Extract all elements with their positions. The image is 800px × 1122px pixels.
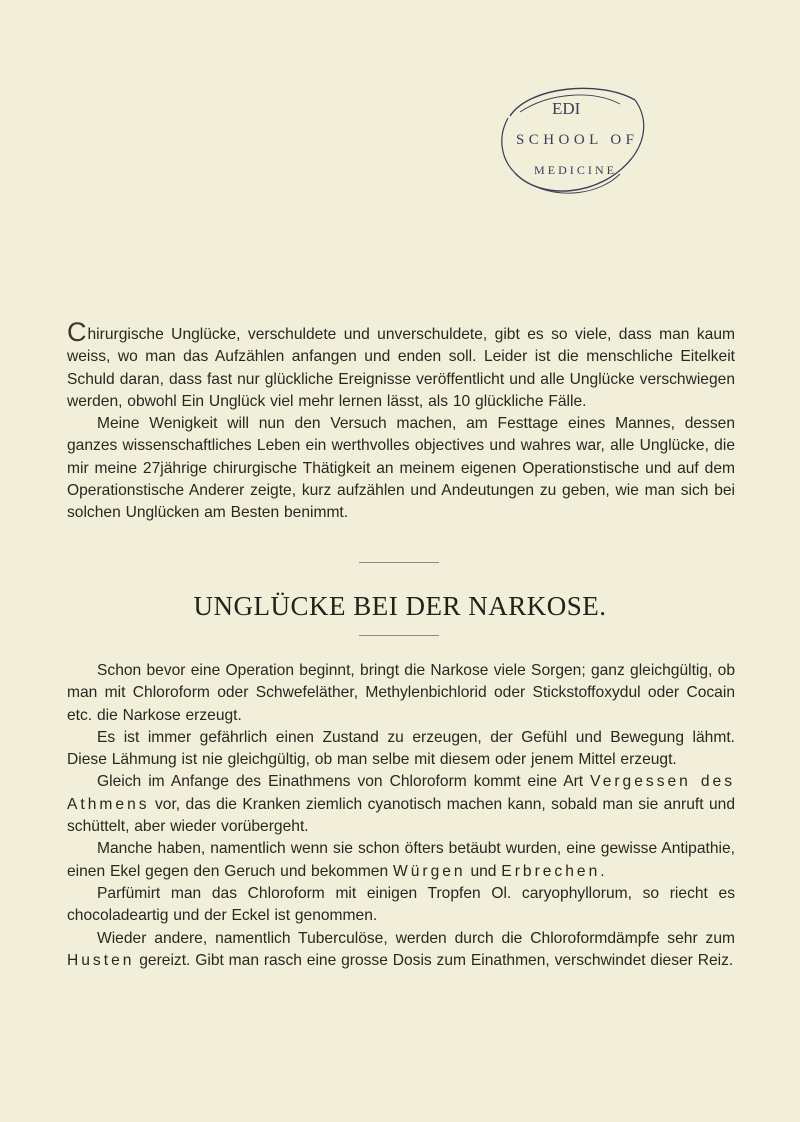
body-paragraph-3-part-b: vor, das die Kranken ziemlich cyanotisch machen kann, sobald man sie anruft und schüttelt, aber wieder vorübergeht. <box>67 795 735 836</box>
body-paragraph-2: Es ist immer gefährlich einen Zustand zu erzeugen, der Gefühl und Bewegung lähmt. Diese Lähmung ist nie gleichgültig, ob man selbe mit diesem oder jenem Mittel erzeugt. <box>67 728 735 769</box>
intro-section <box>67 317 735 525</box>
body-paragraph-6 <box>67 928 735 973</box>
intro-paragraph-1 <box>67 317 735 413</box>
spaced-term-erbrechen: Erbrechen <box>501 862 601 880</box>
drop-cap: C <box>67 317 87 347</box>
body-paragraph-4-part-b: und <box>465 862 502 880</box>
spaced-term-vergessen: Vergessen des Athmens <box>67 773 736 813</box>
body-paragraph-4-part-c: . <box>600 862 605 880</box>
body-paragraph-6-part-a: Wieder andere, namentlich Tuberculöse, werden durch die Chloroformdämpfe sehr zum <box>97 929 735 947</box>
section-heading: UNGLÜCKE BEI DER NARKOSE. <box>193 591 607 621</box>
spaced-term-husten: Husten <box>67 951 135 969</box>
body-paragraph-4 <box>67 838 735 883</box>
stamp-top-text: EDI <box>552 99 581 118</box>
divider-bottom <box>359 635 439 636</box>
library-stamp <box>470 78 650 208</box>
spaced-term-wuergen: Würgen <box>393 862 466 880</box>
body-paragraph-1: Schon bevor eine Operation beginnt, bringt die Narkose viele Sorgen; ganz gleichgültig, ob man mit Chloroform oder Schwefeläther, Methylenbichlorid oder Stickstoffoxydul oder Cocain etc. die Narkose erzeugt. <box>67 662 735 724</box>
stamp-bottom-text: MEDICINE <box>534 163 614 177</box>
body-paragraph-3 <box>67 771 735 838</box>
narkose-section <box>67 660 735 972</box>
stamp-seal-icon <box>470 78 650 208</box>
body-paragraph-3-part-a: Gleich im Anfange des Einathmens von Chloroform kommt eine Art <box>97 773 591 791</box>
divider-top <box>359 562 439 563</box>
intro-paragraph-1-text: hirurgische Unglücke, verschuldete und unverschuldete, gibt es so viele, dass man kaum weiss, wo man das Aufzählen anfangen und enden soll. Leider ist die menschliche Eitelkeit Schuld daran, dass fast nur glückliche Ereignisse veröffentlicht und alle Unglücke verschwiegen werden, obwohl Ein Unglück viel mehr lernen lässt, als 10 glückliche Fälle. <box>67 326 735 410</box>
intro-paragraph-2: Meine Wenigkeit will nun den Versuch machen, am Festtage eines Mannes, dessen ganzes wissenschaftliches Leben ein werthvolles objectives und wahres war, alle Unglücke, die mir meine 27jährige chirurgische Thätigkeit an meinem eigenen Operationstische und auf dem Operationstische Anderer zeigte, kurz aufzählen und Andeutungen zu geben, wie man sich bei solchen Unglücken am Besten benimmt. <box>67 415 735 522</box>
body-paragraph-6-part-b: gereizt. Gibt man rasch eine grosse Dosis zum Einathmen, verschwindet dieser Reiz. <box>134 951 734 969</box>
body-paragraph-4-part-a: Manche haben, namentlich wenn sie schon öfters betäubt wurden, eine gewisse Antipathie, einen Ekel gegen den Geruch und bekommen <box>67 840 735 880</box>
body-paragraph-5: Parfümirt man das Chloroform mit einigen Tropfen Ol. caryophyllorum, so riecht es chocoladeartig und der Eckel ist genommen. <box>67 884 735 925</box>
stamp-middle-text: SCHOOL OF <box>516 132 634 148</box>
